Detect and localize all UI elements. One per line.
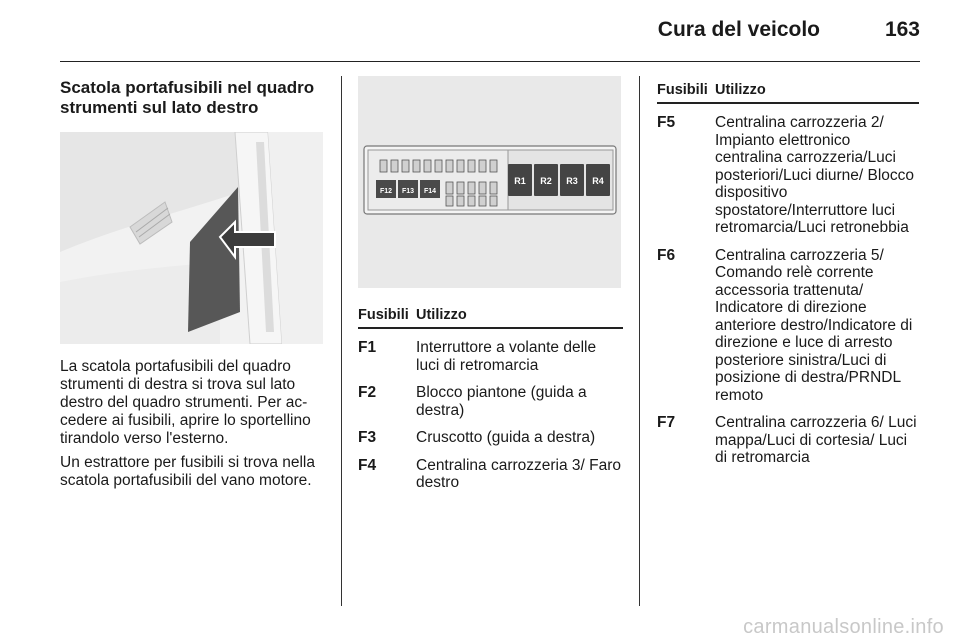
column-header-usage: Utilizzo <box>715 82 766 98</box>
fuse-code: F1 <box>358 339 377 356</box>
left-column <box>60 78 325 496</box>
fuse-usage: Cruscotto (guida a destra) <box>416 429 596 446</box>
fuse-code: F5 <box>657 114 676 131</box>
table-row <box>657 114 919 237</box>
column-divider <box>639 76 640 606</box>
relay-label: R2 <box>540 176 552 186</box>
column-header-fuses: Fusibili <box>358 307 409 323</box>
fuse-code: F7 <box>657 414 676 431</box>
body-paragraph: La scatola portafusibili del quadro strumenti di destra si trova sul lato destro del quadro strumenti. Per ac-cedere ai fusibili, aprire lo sportellino tirandolo verso l'esterno. <box>60 358 311 447</box>
relay-label: R3 <box>566 176 578 186</box>
fuse-table-right <box>657 82 919 467</box>
table-header <box>358 307 623 329</box>
table-row <box>657 247 919 405</box>
column-divider <box>341 76 342 606</box>
fuse-usage: Centralina carrozzeria 2/ Impianto elettronico centralina carrozzeria/Luci posteriori/Luci diurne/ Blocco dispositivo spostatore/Interruttore luci retromarcia/Luci retronebbia <box>715 114 915 236</box>
page-number: 163 <box>884 18 920 41</box>
table-row <box>358 384 623 419</box>
fuse-label: F13 <box>401 188 415 195</box>
body-paragraph: Un estrattore per fusibili si trova nella scatola portafusibili del vano motore. <box>60 454 316 489</box>
relay-label: R4 <box>592 176 604 186</box>
fuse-code: F2 <box>358 384 377 401</box>
fuse-usage: Centralina carrozzeria 3/ Faro destro <box>416 456 622 491</box>
section-title: Scatola portafusibili nel quadro strumenti sul lato destro <box>60 78 315 117</box>
relay-label: R1 <box>514 176 526 186</box>
table-row <box>657 414 919 467</box>
column-header-usage: Utilizzo <box>416 307 467 323</box>
column-header-fuses: Fusibili <box>657 82 708 98</box>
watermark: carmanualsonline.info <box>743 616 944 638</box>
header-rule <box>60 61 920 62</box>
fuse-box-illustration <box>358 76 621 288</box>
fuse-usage: Centralina carrozzeria 6/ Luci mappa/Luci di cortesia/ Luci di retromarcia <box>715 414 917 466</box>
dashboard-illustration <box>60 132 323 344</box>
fuse-code: F6 <box>657 246 676 264</box>
fuse-table-left <box>358 307 623 492</box>
fuse-box-diagram <box>358 76 621 288</box>
fuse-label: F14 <box>423 188 437 195</box>
table-row <box>358 339 623 374</box>
table-row <box>358 457 623 492</box>
table-header <box>657 82 919 104</box>
table-row <box>358 429 623 447</box>
fuse-usage: Interruttore a volante delle luci di retromarcia <box>416 339 597 374</box>
fuse-code: F4 <box>358 456 377 474</box>
fuse-label: F12 <box>379 188 393 195</box>
fuse-code: F3 <box>358 429 377 446</box>
running-header-title: Cura del veicolo <box>657 18 820 41</box>
fuse-usage: Blocco piantone (guida a destra) <box>416 384 587 419</box>
dashboard-photo <box>60 132 323 344</box>
fuse-usage: Centralina carrozzeria 5/ Comando relè corrente accessoria trattenuta/ Indicatore di direzione anteriore destro/Indicatore di direzione e luce di arresto posteriore sinistra/Luci di posizione di destra/PRNDL remoto <box>715 246 913 404</box>
